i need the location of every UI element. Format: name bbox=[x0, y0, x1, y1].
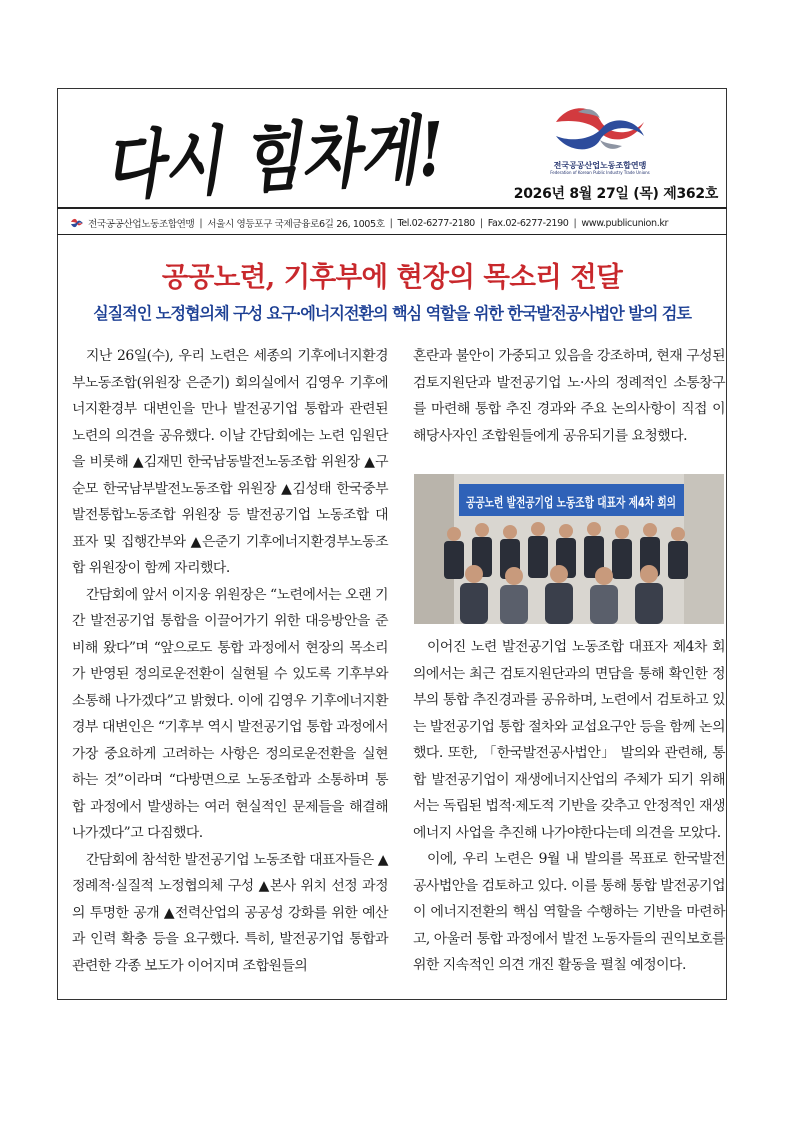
org-logo-icon bbox=[548, 100, 652, 158]
article-paragraph: 간담회에 참석한 발전공기업 노동조합 대표자들은 ▲정례적·실질적 노정협의체 구성 ▲본사 위치 선정 과정의 투명한 공개 ▲전력산업의 공공성 강화를 위한 예산과 인력 확충 등을 요구했다. 특히, 발전공기업 통합과 관련한 각종 보도가 이어지며 조합원들의 bbox=[72, 851, 388, 974]
contact-bar bbox=[70, 214, 722, 232]
article-paragraph: 이에, 우리 노련은 9월 내 발의를 목표로 한국발전공사법안을 검토하고 있다. 이를 통해 통합 발전공기업이 에너지전환의 핵심 역할을 수행하는 기반을 마련하고, 아울러 통합 과정에서 발전 노동자들의 권익보호를 위한 지속적인 의견 개진 활동을 펼칠 예정이다. bbox=[413, 851, 725, 973]
article-headline: 공공노련, 기후부에 현장의 목소리 전달 bbox=[161, 261, 623, 293]
article-paragraph: 간담회에 앞서 이지웅 위원장은 “노련에서는 오랜 기간 발전공기업 통합을 이끌어가기 위한 대응방안을 준비해 왔다”며 “앞으로도 통합 과정에서 현장의 목소리가 반영된 정의로운전환이 실현될 수 있도록 기후부와 소통해 나가겠다”고 밝혔다. 이에 김영우 기후에너지환경부 대변인은 “기후부 역시 발전공기업 통합 과정에서 가장 중요하게 고려하는 사항은 정의로운전환을 실현하는 것”이라며 “다방면으로 노동조합과 소통하며 통합 과정에서 발생하는 여러 현실적인 문제들을 해결해 나가겠다”고 다짐했다. bbox=[72, 586, 388, 841]
masthead-title-text: 다시 힘차게! bbox=[102, 102, 522, 211]
contact-separator: | bbox=[389, 217, 393, 229]
contact-separator: | bbox=[573, 217, 577, 229]
masthead-title bbox=[96, 92, 522, 212]
contact-fax: Fax.02-6277-2190 bbox=[487, 217, 569, 229]
masthead-divider bbox=[57, 207, 727, 209]
photo-banner-text: 공공노련 발전공기업 노동조합 대표자 제4차 회의 bbox=[466, 496, 749, 511]
article-paragraph: 지난 26일(수), 우리 노련은 세종의 기후에너지환경부노동조합(위원장 은준기) 회의실에서 김영우 기후에너지환경부 대변인을 만나 발전공기업 통합과 관련된 노련의 의견을 공유했다. 이날 간담회에는 노련 임원단을 비롯해 ▲김재민 한국남동발전노동조합 위원장 ▲구순모 한국남부발전노동조합 위원장 ▲김성태 한국중부발전통합노동조합 위원장 등 발전공기업 노동조합 대표자 및 집행간부와 ▲은준기 기후에너지환경부노동조합 위원장이 함께 자리했다. bbox=[72, 348, 388, 576]
article-column-left bbox=[72, 343, 388, 979]
contact-divider bbox=[57, 234, 727, 235]
group-photo bbox=[414, 474, 749, 624]
article-paragraph: 혼란과 불안이 가중되고 있음을 강조하며, 현재 구성된 검토지원단과 발전공기업 노·사의 정례적인 소통창구를 마련해 통합 추진 경과와 주요 논의사항이 직접 이해당사자인 조합원들에게 공유되기를 요청했다. bbox=[413, 348, 725, 444]
article-paragraph: 이어진 노련 발전공기업 노동조합 대표자 제4차 회의에서는 최근 검토지원단과의 면담을 통해 확인한 정부의 통합 추진경과를 공유하며, 노련에서 검토하고 있는 발전공기업 통합 절차와 교섭요구안 등을 함께 논의했다. 또한, 「한국발전공사법안」 발의와 관련해, 통합 발전공기업이 재생에너지산업의 주체가 되기 위해서는 독립된 법적·제도적 기반을 갖추고 안정적인 재생에너지 사업을 추진해 나가야한다는데 의견을 모았다. bbox=[413, 639, 725, 841]
article-column-right-bottom bbox=[413, 634, 725, 979]
contact-separator: | bbox=[199, 217, 203, 229]
contact-org: 전국공공산업노동조합연맹 bbox=[88, 219, 195, 230]
article-subheadline: 실질적인 노정협의체 구성 요구·에너지전환의 핵심 역할을 위한 한국발전공사법안 발의 검토 bbox=[93, 304, 691, 323]
mini-logo-icon bbox=[70, 217, 84, 229]
contact-address: 서울시 영등포구 국제금융로6길 26, 1005호 bbox=[207, 219, 385, 230]
article-column-right-top bbox=[413, 343, 725, 449]
issue-date: 2026년 8월 27일 (목) 제362호 bbox=[513, 186, 718, 202]
contact-tel: Tel.02-6277-2180 bbox=[397, 217, 475, 229]
org-logo-name: 전국공공산업노동조합연맹 bbox=[553, 161, 647, 170]
org-logo-subtitle: Federation of Korean Public Industry Trade Unions bbox=[550, 170, 650, 175]
contact-separator: | bbox=[479, 217, 483, 229]
contact-website-link[interactable]: www.publicunion.kr bbox=[581, 217, 669, 229]
